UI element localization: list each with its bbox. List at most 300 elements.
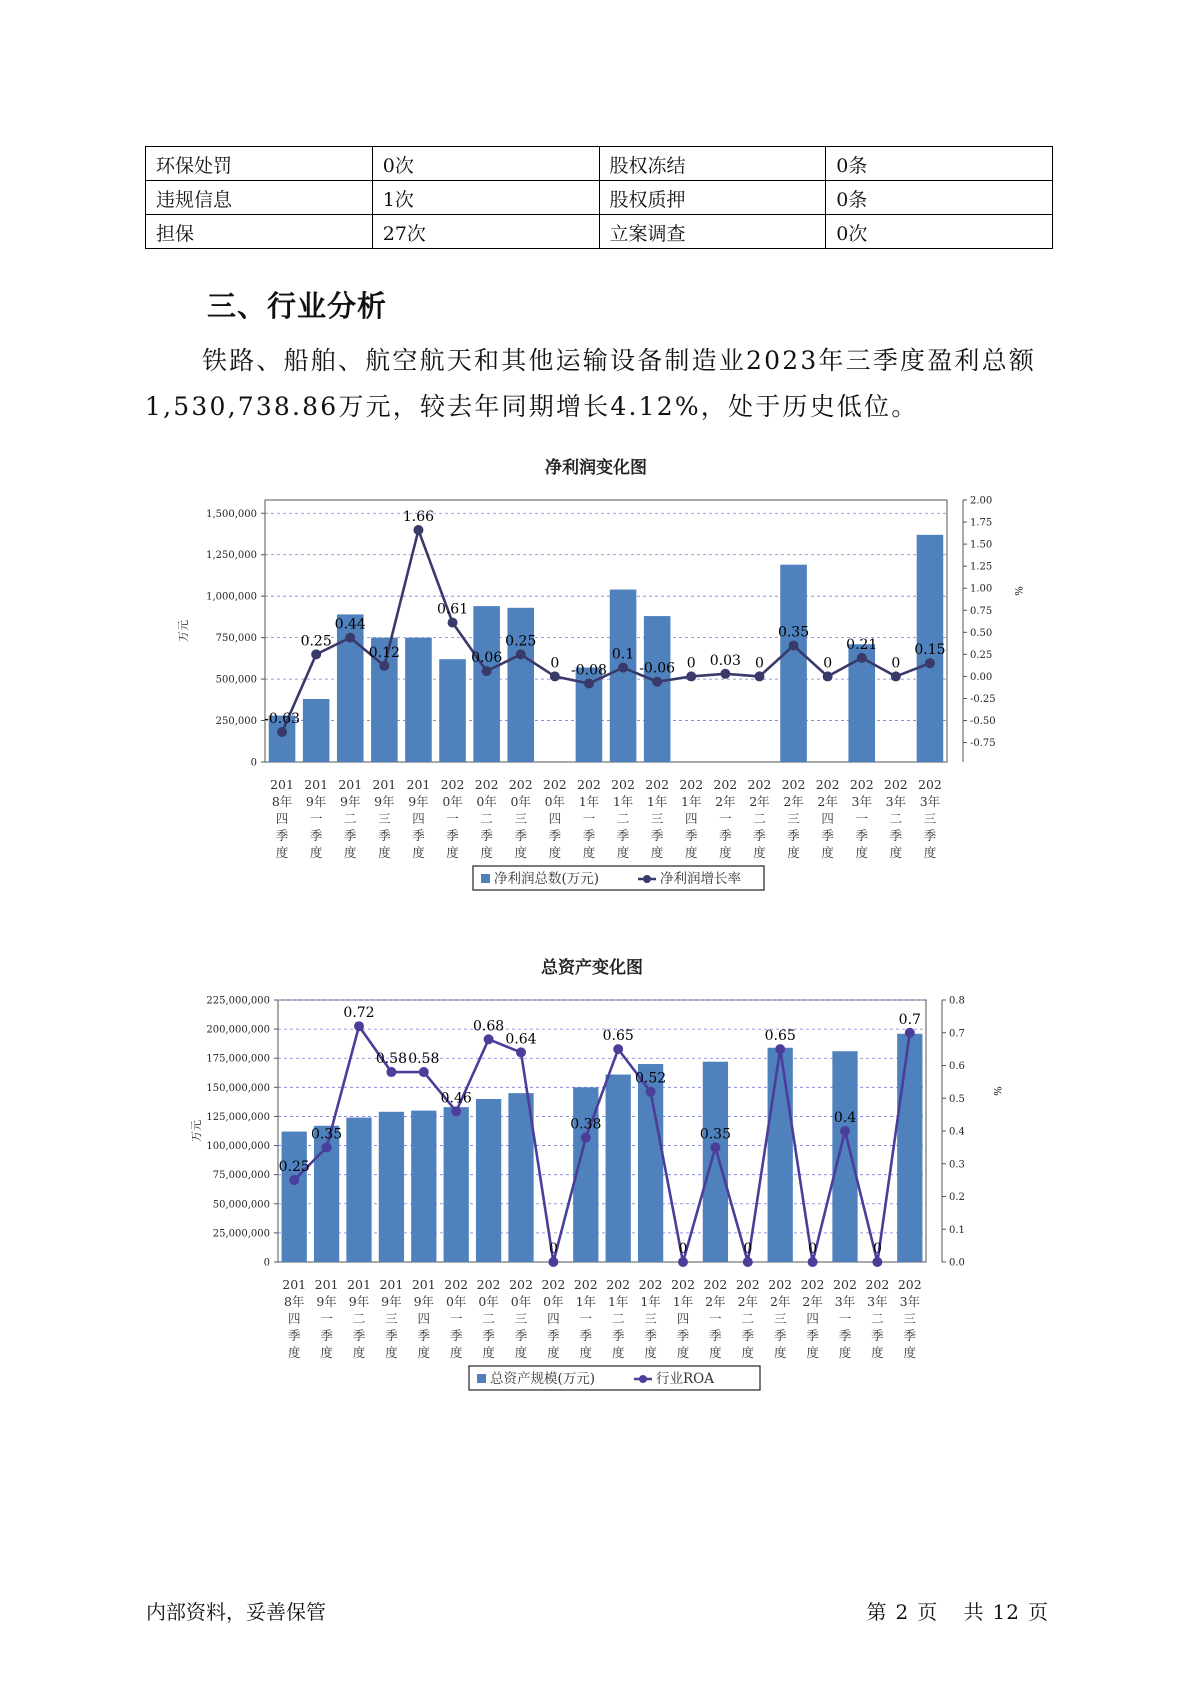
x-tick-part: 季 bbox=[889, 828, 903, 843]
x-tick-part: 一 bbox=[838, 1311, 852, 1326]
x-tick-part: 季 bbox=[582, 828, 596, 843]
x-tick-part: 8年 bbox=[283, 1294, 305, 1309]
y2-tick-label: 0.5 bbox=[949, 1093, 965, 1105]
data-point bbox=[678, 1257, 688, 1267]
x-tick-label bbox=[639, 1277, 663, 1360]
x-tick-part: 度 bbox=[838, 1345, 852, 1360]
x-tick-part: 三 bbox=[903, 1311, 917, 1326]
x-tick-label bbox=[477, 1277, 501, 1360]
legend-bar-label: 总资产规模(万元) bbox=[490, 1371, 596, 1387]
data-label: 1.66 bbox=[402, 508, 435, 525]
chart-title: 总资产变化图 bbox=[541, 958, 643, 978]
data-bar bbox=[768, 1048, 793, 1262]
y2-tick-label: 1.25 bbox=[970, 561, 993, 573]
data-label: 0 bbox=[686, 655, 696, 672]
x-tick-part: 季 bbox=[547, 1328, 560, 1343]
data-point bbox=[311, 649, 321, 659]
data-label: 0 bbox=[754, 655, 764, 672]
x-tick-part: 季 bbox=[821, 828, 834, 843]
x-tick-part: 季 bbox=[343, 828, 357, 843]
x-tick-part: 季 bbox=[482, 1328, 495, 1343]
data-bar bbox=[832, 1051, 857, 1262]
x-tick-part: 度 bbox=[616, 845, 630, 860]
x-tick-part: 202 bbox=[897, 1277, 922, 1292]
data-bar bbox=[897, 1034, 922, 1262]
x-tick-part: 3年 bbox=[919, 794, 941, 809]
x-tick-label bbox=[338, 777, 362, 860]
y-tick-label: 50,000,000 bbox=[212, 1199, 270, 1211]
x-tick-part: 202 bbox=[509, 1277, 533, 1292]
data-point bbox=[646, 1087, 656, 1097]
x-tick-label bbox=[679, 777, 703, 860]
data-point bbox=[743, 1257, 753, 1267]
data-label: 0.35 bbox=[777, 624, 810, 641]
x-tick-part: 度 bbox=[684, 845, 698, 860]
x-tick-part: 季 bbox=[838, 1328, 852, 1343]
y2-axis-title: % bbox=[991, 1086, 1002, 1096]
y-tick-label: 200,000,000 bbox=[206, 1024, 270, 1036]
x-tick-part: 9年 bbox=[408, 794, 429, 809]
total-prefix: 共 bbox=[963, 1600, 985, 1624]
x-tick-part: 季 bbox=[644, 1328, 657, 1343]
data-point bbox=[775, 1044, 785, 1054]
x-tick-part: 季 bbox=[449, 1328, 463, 1343]
data-bar bbox=[379, 1112, 404, 1262]
x-tick-part: 201 bbox=[282, 1277, 307, 1292]
legend-line-marker bbox=[639, 1375, 647, 1383]
x-tick-part: 度 bbox=[378, 845, 391, 860]
data-bar bbox=[508, 1093, 533, 1262]
data-label: 0.35 bbox=[311, 1126, 343, 1143]
x-tick-part: 季 bbox=[709, 1328, 722, 1343]
x-tick-part: 2年 bbox=[715, 794, 736, 809]
x-tick-part: 季 bbox=[684, 828, 698, 843]
data-label: 0.58 bbox=[408, 1051, 440, 1068]
x-tick-part: 一 bbox=[579, 1311, 593, 1326]
data-point bbox=[413, 525, 423, 535]
x-tick-part: 度 bbox=[644, 1345, 657, 1360]
data-label: 0 bbox=[808, 1241, 818, 1257]
data-point bbox=[581, 1133, 591, 1143]
x-tick-part: 三 bbox=[650, 811, 664, 826]
chart-title: 净利润变化图 bbox=[545, 458, 647, 478]
data-point bbox=[652, 677, 662, 687]
data-bar bbox=[476, 1099, 501, 1262]
x-tick-part: 3年 bbox=[851, 794, 872, 809]
x-tick-part: 度 bbox=[320, 1345, 333, 1360]
data-label: 0.7 bbox=[898, 1011, 921, 1028]
data-label: 0.72 bbox=[343, 1005, 375, 1022]
x-tick-label bbox=[713, 777, 737, 860]
y2-tick-label: 0.75 bbox=[970, 605, 993, 617]
data-label: 0.61 bbox=[436, 601, 469, 618]
x-tick-label bbox=[884, 777, 908, 860]
x-tick-part: 度 bbox=[650, 845, 664, 860]
x-tick-part: 四 bbox=[821, 811, 834, 826]
legend-line-label: 行业ROA bbox=[656, 1371, 714, 1387]
x-tick-part: 季 bbox=[806, 1328, 819, 1343]
y2-tick-label: -0.75 bbox=[970, 738, 996, 750]
total-suffix: 页 bbox=[1028, 1600, 1049, 1624]
analysis-paragraph: 铁路、船舶、航空航天和其他运输设备制造业2023年三季度盈利总额1,530,738.86万元，较去年同期增长4.12%，处于历史低位。 bbox=[145, 346, 1037, 421]
data-point bbox=[925, 658, 935, 668]
x-tick-part: 1年 bbox=[575, 1294, 597, 1309]
x-tick-part: 季 bbox=[417, 1328, 431, 1343]
data-label: 0.58 bbox=[375, 1051, 407, 1068]
x-tick-part: 0年 bbox=[478, 1294, 499, 1309]
x-tick-part: 度 bbox=[548, 845, 562, 860]
data-point bbox=[840, 1126, 850, 1136]
x-tick-part: 季 bbox=[446, 828, 459, 843]
x-tick-part: 季 bbox=[514, 828, 528, 843]
data-label: 0.65 bbox=[602, 1028, 634, 1045]
x-tick-part: 度 bbox=[343, 845, 357, 860]
data-label: 0.68 bbox=[473, 1018, 505, 1035]
y-tick-label: 100,000,000 bbox=[206, 1141, 270, 1153]
x-tick-label bbox=[509, 777, 533, 860]
x-tick-part: 一 bbox=[719, 811, 732, 826]
data-bar bbox=[439, 659, 466, 762]
x-tick-part: 二 bbox=[611, 1311, 625, 1326]
x-tick-part: 二 bbox=[871, 1311, 884, 1326]
data-label: 0.35 bbox=[699, 1126, 731, 1143]
x-tick-part: 二 bbox=[616, 811, 630, 826]
x-tick-part: 202 bbox=[645, 777, 670, 792]
y-tick-label: 750,000 bbox=[215, 633, 257, 645]
x-tick-part: 度 bbox=[446, 845, 459, 860]
data-label: 0.65 bbox=[764, 1028, 796, 1045]
x-tick-part: 季 bbox=[480, 828, 493, 843]
data-bar bbox=[444, 1107, 469, 1262]
x-tick-part: 201 bbox=[314, 1277, 339, 1292]
x-tick-part: 202 bbox=[747, 777, 772, 792]
legend-bar-swatch bbox=[481, 874, 490, 883]
data-label: 0 bbox=[823, 655, 833, 672]
x-tick-part: 季 bbox=[412, 828, 425, 843]
data-bar bbox=[703, 1062, 728, 1262]
x-tick-part: 9年 bbox=[413, 1294, 435, 1309]
x-tick-part: 二 bbox=[352, 1311, 366, 1326]
data-point bbox=[345, 633, 355, 643]
y-tick-label: 225,000,000 bbox=[206, 995, 270, 1007]
x-tick-part: 度 bbox=[480, 845, 493, 860]
page-mid: 页 bbox=[917, 1600, 939, 1624]
x-tick-part: 202 bbox=[781, 777, 806, 792]
data-point bbox=[857, 653, 867, 663]
legend-bar-label: 净利润总数(万元) bbox=[494, 871, 600, 887]
x-tick-part: 季 bbox=[676, 1328, 690, 1343]
x-tick-part: 三 bbox=[514, 811, 528, 826]
x-tick-part: 202 bbox=[679, 777, 704, 792]
x-tick-part: 201 bbox=[379, 1277, 404, 1292]
x-tick-label bbox=[606, 1277, 630, 1360]
data-point bbox=[789, 641, 799, 651]
x-tick-part: 季 bbox=[741, 1328, 755, 1343]
x-tick-part: 3年 bbox=[899, 1294, 921, 1309]
x-tick-part: 一 bbox=[709, 1311, 722, 1326]
data-point bbox=[710, 1142, 720, 1152]
x-tick-part: 202 bbox=[815, 777, 840, 792]
x-tick-part: 3年 bbox=[834, 1294, 856, 1309]
data-bar bbox=[777, 565, 810, 762]
x-tick-part: 二 bbox=[741, 1311, 755, 1326]
x-tick-part: 三 bbox=[378, 811, 391, 826]
data-label: 0.03 bbox=[709, 652, 741, 669]
table-row bbox=[146, 147, 1053, 181]
data-point bbox=[872, 1257, 882, 1267]
table-value-cell: 27次 bbox=[372, 215, 599, 249]
y-tick-label: 175,000,000 bbox=[206, 1053, 270, 1065]
x-tick-label bbox=[407, 777, 431, 860]
x-tick-part: 9年 bbox=[316, 1294, 337, 1309]
y-axis-title: 万元 bbox=[190, 1120, 203, 1142]
x-tick-part: 二 bbox=[343, 811, 357, 826]
x-tick-part: 季 bbox=[352, 1328, 366, 1343]
data-label: 0.25 bbox=[505, 633, 537, 650]
x-tick-part: 202 bbox=[606, 1277, 631, 1292]
x-tick-label bbox=[865, 1277, 889, 1360]
x-tick-part: 202 bbox=[849, 777, 874, 792]
x-tick-label bbox=[768, 1277, 792, 1360]
x-tick-label bbox=[577, 777, 601, 860]
x-tick-part: 度 bbox=[903, 1345, 917, 1360]
x-tick-part: 1年 bbox=[640, 1294, 661, 1309]
x-tick-label bbox=[475, 777, 499, 860]
x-tick-label bbox=[543, 777, 567, 860]
x-tick-part: 三 bbox=[923, 811, 937, 826]
data-point bbox=[516, 1047, 526, 1057]
table-value-cell: 0次 bbox=[826, 215, 1053, 249]
legend-line-label: 净利润增长率 bbox=[660, 871, 741, 887]
data-point bbox=[548, 1257, 558, 1267]
x-tick-part: 一 bbox=[446, 811, 459, 826]
x-tick-part: 季 bbox=[903, 1328, 917, 1343]
page-num: 2 bbox=[895, 1600, 910, 1624]
data-point bbox=[419, 1067, 429, 1077]
x-tick-part: 季 bbox=[787, 828, 800, 843]
table-value-cell: 0条 bbox=[826, 181, 1053, 215]
data-label: 0.25 bbox=[300, 633, 332, 650]
x-tick-part: 202 bbox=[541, 1277, 566, 1292]
x-tick-part: 季 bbox=[579, 1328, 593, 1343]
x-tick-part: 202 bbox=[611, 777, 635, 792]
x-tick-part: 9年 bbox=[340, 794, 361, 809]
x-tick-part: 度 bbox=[417, 1345, 431, 1360]
legend-line-marker bbox=[643, 875, 651, 883]
x-tick-part: 2年 bbox=[705, 1294, 726, 1309]
x-tick-label bbox=[509, 1277, 533, 1360]
x-tick-part: 度 bbox=[719, 845, 732, 860]
x-tick-part: 1年 bbox=[612, 794, 634, 809]
x-tick-part: 2年 bbox=[749, 794, 770, 809]
y2-tick-label: 0.1 bbox=[949, 1224, 965, 1236]
data-point bbox=[618, 663, 628, 673]
data-bar bbox=[610, 590, 637, 762]
table-label-cell: 股权冻结 bbox=[599, 147, 826, 181]
y-axis-title: 万元 bbox=[177, 620, 190, 642]
x-tick-label bbox=[736, 1277, 760, 1360]
x-tick-part: 202 bbox=[573, 1277, 598, 1292]
data-bar bbox=[644, 616, 671, 762]
x-tick-part: 度 bbox=[709, 1345, 722, 1360]
x-tick-part: 0年 bbox=[476, 794, 497, 809]
x-tick-part: 0年 bbox=[445, 1294, 467, 1309]
x-tick-part: 二 bbox=[889, 811, 903, 826]
y2-tick-label: 0.25 bbox=[970, 649, 993, 661]
data-point bbox=[584, 678, 594, 688]
data-point bbox=[516, 649, 526, 659]
x-tick-part: 1年 bbox=[681, 794, 702, 809]
table-row bbox=[146, 215, 1053, 249]
x-tick-part: 0年 bbox=[442, 794, 463, 809]
y-tick-label: 1,000,000 bbox=[206, 591, 257, 603]
x-tick-part: 202 bbox=[638, 1277, 663, 1292]
x-tick-label bbox=[270, 777, 294, 860]
x-tick-label bbox=[347, 1277, 371, 1360]
x-tick-part: 201 bbox=[372, 777, 397, 792]
x-tick-label bbox=[282, 1277, 306, 1360]
x-tick-part: 202 bbox=[703, 1277, 728, 1292]
x-tick-part: 季 bbox=[611, 1328, 625, 1343]
x-tick-part: 度 bbox=[514, 1345, 528, 1360]
legend-bar-swatch bbox=[477, 1374, 486, 1383]
x-tick-part: 度 bbox=[871, 1345, 884, 1360]
x-tick-part: 度 bbox=[821, 845, 834, 860]
x-tick-part: 三 bbox=[385, 1311, 398, 1326]
x-tick-part: 度 bbox=[611, 1345, 625, 1360]
x-tick-part: 季 bbox=[773, 1328, 787, 1343]
total-assets-chart bbox=[0, 955, 1191, 1415]
data-label: 0 bbox=[743, 1241, 753, 1257]
table-label-cell: 股权质押 bbox=[599, 181, 826, 215]
x-tick-label bbox=[850, 777, 874, 860]
data-label: 0.25 bbox=[278, 1159, 310, 1176]
y2-tick-label: 0.0 bbox=[949, 1257, 965, 1269]
x-tick-part: 一 bbox=[582, 811, 596, 826]
x-tick-part: 202 bbox=[713, 777, 738, 792]
y-tick-label: 125,000,000 bbox=[206, 1111, 270, 1123]
data-label: 0.1 bbox=[611, 646, 635, 663]
x-tick-part: 二 bbox=[480, 811, 493, 826]
data-bar bbox=[282, 1132, 307, 1262]
y2-axis-title: % bbox=[1012, 586, 1023, 596]
x-tick-label bbox=[574, 1277, 598, 1360]
x-tick-part: 度 bbox=[385, 1345, 398, 1360]
table-label-cell: 立案调查 bbox=[599, 215, 826, 249]
x-tick-part: 季 bbox=[871, 1328, 884, 1343]
x-tick-part: 202 bbox=[440, 777, 465, 792]
data-label: -0.63 bbox=[264, 711, 301, 728]
data-point bbox=[379, 661, 389, 671]
data-point bbox=[484, 1034, 494, 1044]
x-tick-label bbox=[541, 1277, 565, 1360]
x-tick-part: 201 bbox=[406, 777, 431, 792]
x-tick-part: 季 bbox=[719, 828, 732, 843]
data-point bbox=[482, 666, 492, 676]
data-label: 0.64 bbox=[505, 1031, 537, 1048]
data-point bbox=[277, 727, 287, 737]
y-tick-label: 75,000,000 bbox=[212, 1170, 270, 1182]
page-prefix: 第 bbox=[866, 1600, 888, 1624]
x-tick-label bbox=[379, 1277, 403, 1360]
x-tick-part: 三 bbox=[773, 1311, 787, 1326]
data-bar bbox=[471, 606, 503, 762]
y-tick-label: 0 bbox=[250, 757, 257, 769]
x-tick-part: 202 bbox=[735, 1277, 760, 1292]
x-tick-part: 四 bbox=[547, 1311, 560, 1326]
data-bar bbox=[505, 608, 537, 762]
x-tick-part: 季 bbox=[378, 828, 391, 843]
y2-tick-label: 1.50 bbox=[970, 539, 993, 551]
y-tick-label: 1,500,000 bbox=[206, 508, 257, 520]
x-tick-label bbox=[304, 777, 328, 860]
table-label-cell: 环保处罚 bbox=[146, 147, 373, 181]
x-tick-part: 季 bbox=[855, 828, 869, 843]
x-tick-part: 度 bbox=[923, 845, 937, 860]
x-tick-part: 四 bbox=[417, 1311, 431, 1326]
x-tick-part: 8年 bbox=[271, 794, 293, 809]
x-tick-label bbox=[833, 1277, 857, 1360]
x-tick-part: 三 bbox=[514, 1311, 528, 1326]
x-tick-part: 202 bbox=[768, 1277, 793, 1292]
x-tick-part: 季 bbox=[309, 828, 323, 843]
x-tick-part: 度 bbox=[482, 1345, 495, 1360]
data-label: 0.21 bbox=[846, 636, 878, 653]
x-tick-part: 度 bbox=[579, 1345, 593, 1360]
x-tick-part: 季 bbox=[616, 828, 630, 843]
x-tick-part: 度 bbox=[806, 1345, 819, 1360]
x-tick-part: 季 bbox=[753, 828, 766, 843]
data-point bbox=[808, 1257, 818, 1267]
data-point bbox=[754, 671, 764, 681]
x-tick-part: 202 bbox=[508, 777, 533, 792]
y-tick-label: 150,000,000 bbox=[206, 1082, 270, 1094]
data-point bbox=[448, 618, 458, 628]
footer-page-number bbox=[862, 1596, 1053, 1625]
y2-tick-label: 1.00 bbox=[970, 583, 993, 595]
data-label: 0.4 bbox=[833, 1110, 857, 1126]
y-tick-label: 500,000 bbox=[215, 674, 257, 686]
x-tick-part: 四 bbox=[548, 811, 562, 826]
x-tick-part: 201 bbox=[411, 1277, 436, 1292]
x-tick-part: 季 bbox=[650, 828, 664, 843]
x-tick-part: 201 bbox=[347, 1277, 371, 1292]
x-tick-part: 3年 bbox=[885, 794, 907, 809]
x-tick-part: 四 bbox=[684, 811, 698, 826]
x-tick-part: 3年 bbox=[867, 1294, 888, 1309]
x-tick-part: 季 bbox=[275, 828, 289, 843]
y-tick-label: 1,250,000 bbox=[206, 550, 257, 562]
table-value-cell: 1次 bbox=[372, 181, 599, 215]
x-tick-part: 度 bbox=[582, 845, 596, 860]
x-tick-part: 2年 bbox=[817, 794, 838, 809]
y2-tick-label: -0.50 bbox=[970, 716, 996, 728]
x-tick-part: 0年 bbox=[544, 794, 566, 809]
x-tick-label bbox=[748, 777, 772, 860]
x-tick-part: 202 bbox=[474, 777, 499, 792]
x-tick-label bbox=[412, 1277, 436, 1360]
data-point bbox=[905, 1028, 915, 1038]
x-tick-part: 季 bbox=[514, 1328, 528, 1343]
data-label: 0.38 bbox=[570, 1116, 602, 1133]
data-label: 0.44 bbox=[334, 616, 366, 633]
x-tick-label bbox=[645, 777, 669, 860]
x-tick-part: 201 bbox=[270, 777, 294, 792]
footer-confidential: 内部资料，妥善保管 bbox=[146, 1600, 326, 1624]
x-tick-label bbox=[315, 1277, 339, 1360]
x-tick-part: 0年 bbox=[510, 794, 531, 809]
x-tick-label bbox=[703, 1277, 727, 1360]
